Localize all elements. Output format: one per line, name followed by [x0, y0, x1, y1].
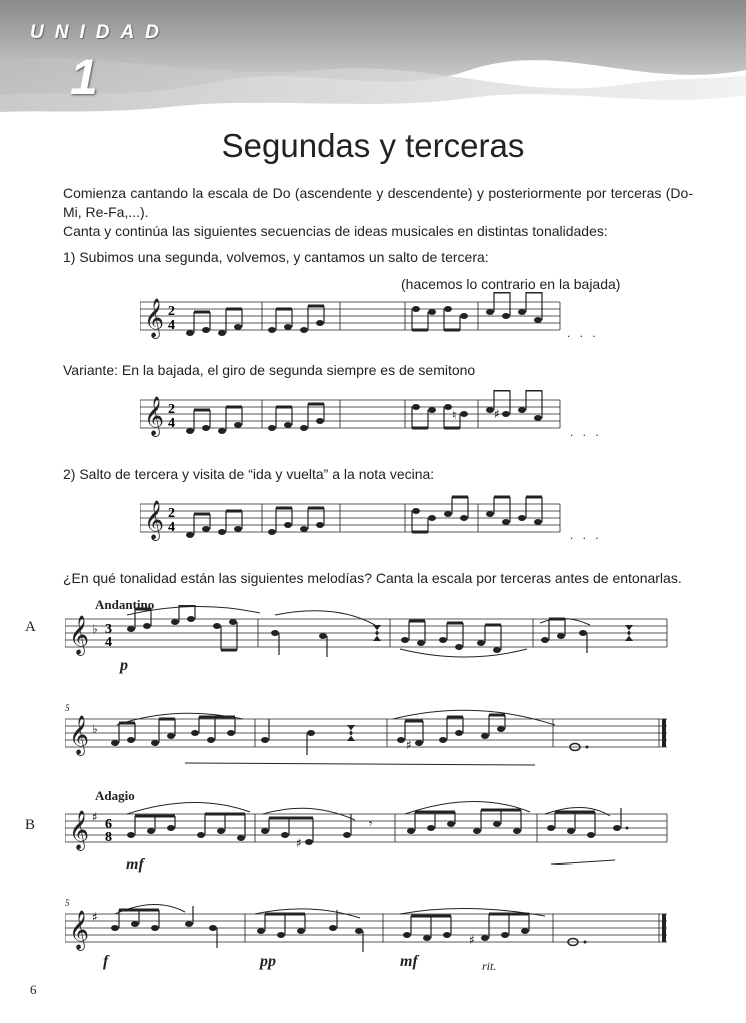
svg-text:♯: ♯ — [494, 407, 500, 421]
exercise-1-note: (hacemos lo contrario en la bajada) — [401, 276, 621, 292]
svg-text:2: 2 — [168, 304, 175, 319]
melody-b-tempo: Adagio — [95, 788, 135, 803]
svg-text:𝄞: 𝄞 — [69, 715, 90, 755]
melody-b-dynamic-f: f — [103, 953, 109, 970]
question-text: ¿En qué tonalidad están las siguientes melodías? Canta la escala por terceras antes de entonarlas. — [63, 570, 682, 586]
staff-melody-b-line-2 — [65, 900, 675, 955]
svg-text:𝄞: 𝄞 — [69, 810, 90, 850]
svg-text:𝄞: 𝄞 — [144, 298, 165, 338]
intro-paragraph — [63, 184, 693, 241]
svg-text:4: 4 — [168, 318, 175, 333]
svg-text:♭: ♭ — [92, 622, 98, 636]
intro-line-1: Comienza cantando la escala de Do (ascendente y descendente) y posteriormente por terceras (Do-Mi, Re-Fa,...). — [63, 185, 693, 220]
ellipsis-2: . . . — [570, 425, 602, 439]
melody-b-dynamic: mf — [126, 856, 144, 873]
svg-text:8: 8 — [105, 830, 112, 845]
ellipsis-3: . . . — [570, 528, 602, 542]
svg-text:𝄾: 𝄾 — [369, 817, 373, 832]
svg-text:6: 6 — [105, 817, 112, 832]
unit-number: 1 — [70, 49, 98, 105]
melody-b-dynamic-pp: pp — [260, 953, 276, 970]
melody-b-rit: rit. — [482, 959, 497, 973]
svg-text:♯: ♯ — [296, 836, 302, 850]
intro-line-2: Canta y continúa las siguientes secuencias de ideas musicales en distintas tonalidades: — [63, 223, 608, 239]
exercise-1-label: 1) Subimos una segunda, volvemos, y cantamos un salto de tercera: — [63, 249, 489, 265]
ellipsis-1: . . . — [567, 326, 599, 340]
svg-text:4: 4 — [168, 416, 175, 431]
unit-header — [0, 0, 746, 115]
header-wave-banner — [0, 0, 746, 115]
svg-text:4: 4 — [105, 635, 112, 650]
svg-text:♮: ♮ — [452, 408, 457, 422]
melody-a-measure-number: 5 — [65, 703, 70, 713]
melody-b-label: B — [25, 817, 36, 833]
variant-label: Variante: En la bajada, el giro de segunda siempre es de semitono — [63, 362, 476, 378]
svg-text:3: 3 — [105, 622, 112, 637]
svg-text:2: 2 — [168, 402, 175, 417]
page-number: 6 — [30, 982, 37, 997]
staff-exercise-2 — [140, 494, 580, 544]
staff-melody-a-line-2 — [65, 705, 675, 775]
staff-variant — [140, 390, 580, 440]
melody-a-label: A — [25, 619, 36, 635]
page-title: Segundas y terceras — [221, 127, 525, 164]
svg-text:2: 2 — [168, 506, 175, 521]
svg-text:𝄞: 𝄞 — [144, 396, 165, 436]
melody-a-dynamic: p — [120, 657, 128, 674]
melody-b-dynamic-mf: mf — [400, 953, 418, 970]
staff-exercise-1 — [140, 292, 580, 342]
staff-melody-b-line-1 — [65, 800, 675, 865]
svg-text:♯: ♯ — [92, 810, 98, 824]
svg-text:♯: ♯ — [406, 738, 412, 752]
melody-b-measure-number: 5 — [65, 898, 70, 908]
svg-text:𝄞: 𝄞 — [69, 615, 90, 655]
svg-text:♯: ♯ — [92, 910, 98, 924]
svg-text:𝄞: 𝄞 — [144, 500, 165, 540]
svg-text:4: 4 — [168, 520, 175, 535]
svg-text:𝄞: 𝄞 — [69, 910, 90, 950]
exercise-2-label: 2) Salto de tercera y visita de “ida y vuelta” a la nota vecina: — [63, 466, 435, 482]
svg-text:♯: ♯ — [469, 933, 475, 947]
staff-melody-a-line-1 — [65, 605, 675, 665]
svg-text:♭: ♭ — [92, 722, 98, 736]
unit-label: UNIDAD — [30, 22, 170, 43]
melody-a-tempo: Andantino — [95, 597, 155, 612]
